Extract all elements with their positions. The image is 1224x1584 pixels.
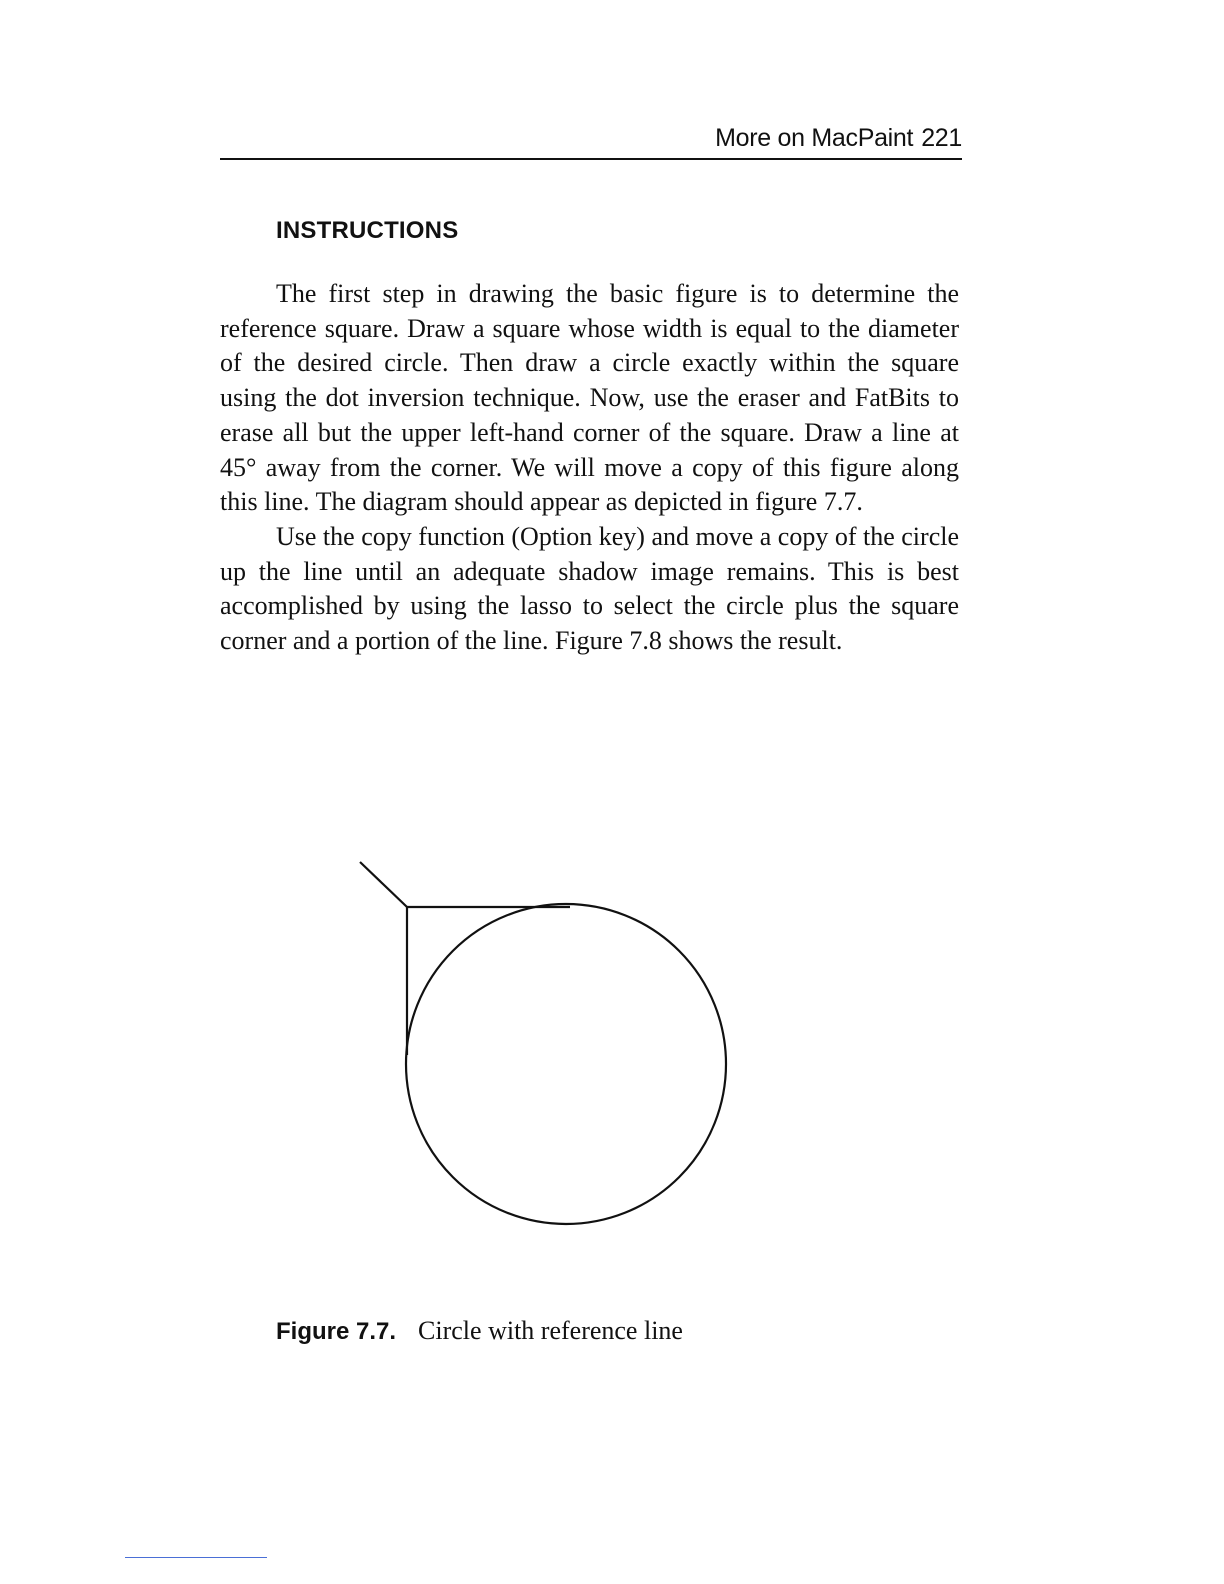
reference-line-45-degree xyxy=(360,862,407,907)
figure-label: Figure 7.7. xyxy=(276,1318,397,1345)
square-corner xyxy=(407,907,570,1055)
body-text xyxy=(220,277,959,659)
footer-rule xyxy=(125,1557,267,1558)
paragraph-1: The first step in drawing the basic figure is to determine the reference square. Draw a square whose width is equal to the diameter of the desired circle. Then draw a circle exactly within the square using the dot inversion technique. Now, use the eraser and FatBits to erase all but the upper left-hand corner of the square. Draw a line at 45° away from the corner. We will move a copy of this figure along this line. The diagram should appear as depicted in figure 7.7. xyxy=(220,279,959,517)
page-number: 221 xyxy=(921,124,962,152)
running-head xyxy=(220,118,962,160)
section-heading: INSTRUCTIONS xyxy=(276,217,459,244)
figure-caption xyxy=(276,1316,683,1346)
figure-7-7 xyxy=(340,850,740,1240)
paragraph-2: Use the copy function (Option key) and move a copy of the circle up the line until an adequate shadow image remains. This is best accomplished by using the lasso to select the circle plus the square corner and a portion of the line. Figure 7.8 shows the result. xyxy=(220,521,959,656)
figure-title: Circle with reference line xyxy=(418,1316,683,1345)
figure-drawing xyxy=(340,850,740,1240)
circle xyxy=(406,904,726,1224)
running-head-title: More on MacPaint xyxy=(715,124,914,152)
